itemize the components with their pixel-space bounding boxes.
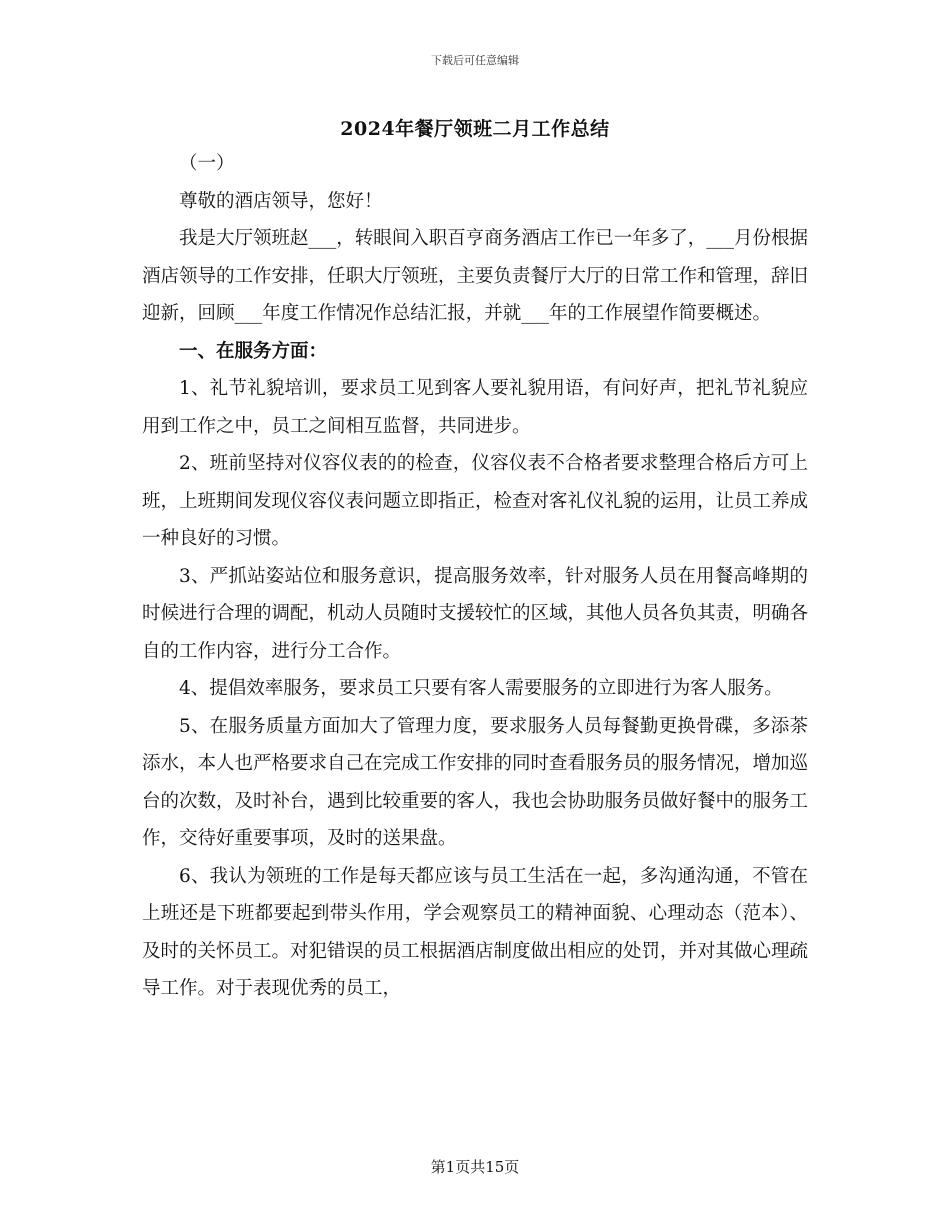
header-note: 下载后可任意编辑 <box>431 54 519 67</box>
paragraph-item-6: 6、我认为领班的工作是每天都应该与员工生活在一起，多沟通沟通，不管在上班还是下班都要起到带头作用，学会观察员工的精神面貌、心理动态（范本）、及时的关怀员工。对犯错误的员工根据酒店制度做出相应的处罚，并对其做心理疏导工作。对于表现优秀的员工， <box>142 865 809 999</box>
paragraph-introduction: 我是大厅领班赵___，转眼间入职百亨商务酒店工作已一年多了，___月份根据酒店领导的工作安排，任职大厅领班，主要负责餐厅大厅的日常工作和管理，辞旧迎新，回顾___年度工作情况作总结汇报，并就___年的工作展望作简要概述。 <box>142 228 809 324</box>
paragraph-section-marker: （一） <box>179 153 235 174</box>
section-heading-service: 一、在服务方面： <box>179 340 328 362</box>
document-body <box>142 145 808 1008</box>
paragraph-item-2: 2、班前坚持对仪容仪表的的检查，仪容仪表不合格者要求整理合格后方可上班，上班期间发现仪容仪表问题立即指正，检查对客礼仪礼貌的运用，让员工养成一种良好的习惯。 <box>142 453 809 549</box>
paragraph-salutation: 尊敬的酒店领导，您好！ <box>179 190 383 212</box>
paragraph-item-3: 3、严抓站姿站位和服务意识，提高服务效率，针对服务人员在用餐高峰期的时候进行合理的调配，机动人员随时支援较忙的区域，其他人员各负其责，明确各自的工作内容，进行分工合作。 <box>142 565 809 662</box>
paragraph-item-5: 5、在服务质量方面加大了管理力度，要求服务人员每餐勤更换骨碟，多添茶添水，本人也严格要求自己在完成工作安排的同时查看服务员的服务情况，增加巡台的次数，及时补台，遇到比较重要的客人，我也会协助服务员做好餐中的服务工作，交待好重要事项，及时的送果盘。 <box>142 715 809 849</box>
page-number-footer: 第1页共15页 <box>430 1158 520 1176</box>
paragraph-item-4: 4、提倡效率服务，要求员工只要有客人需要服务的立即进行为客人服务。 <box>179 678 783 699</box>
paragraph-item-1: 1、礼节礼貌培训，要求员工见到客人要礼貌用语，有问好声，把礼节礼貌应用到工作之中，员工之间相互监督，共同进步。 <box>142 378 808 437</box>
document-title: 2024年餐厅领班二月工作总结 <box>340 118 610 140</box>
